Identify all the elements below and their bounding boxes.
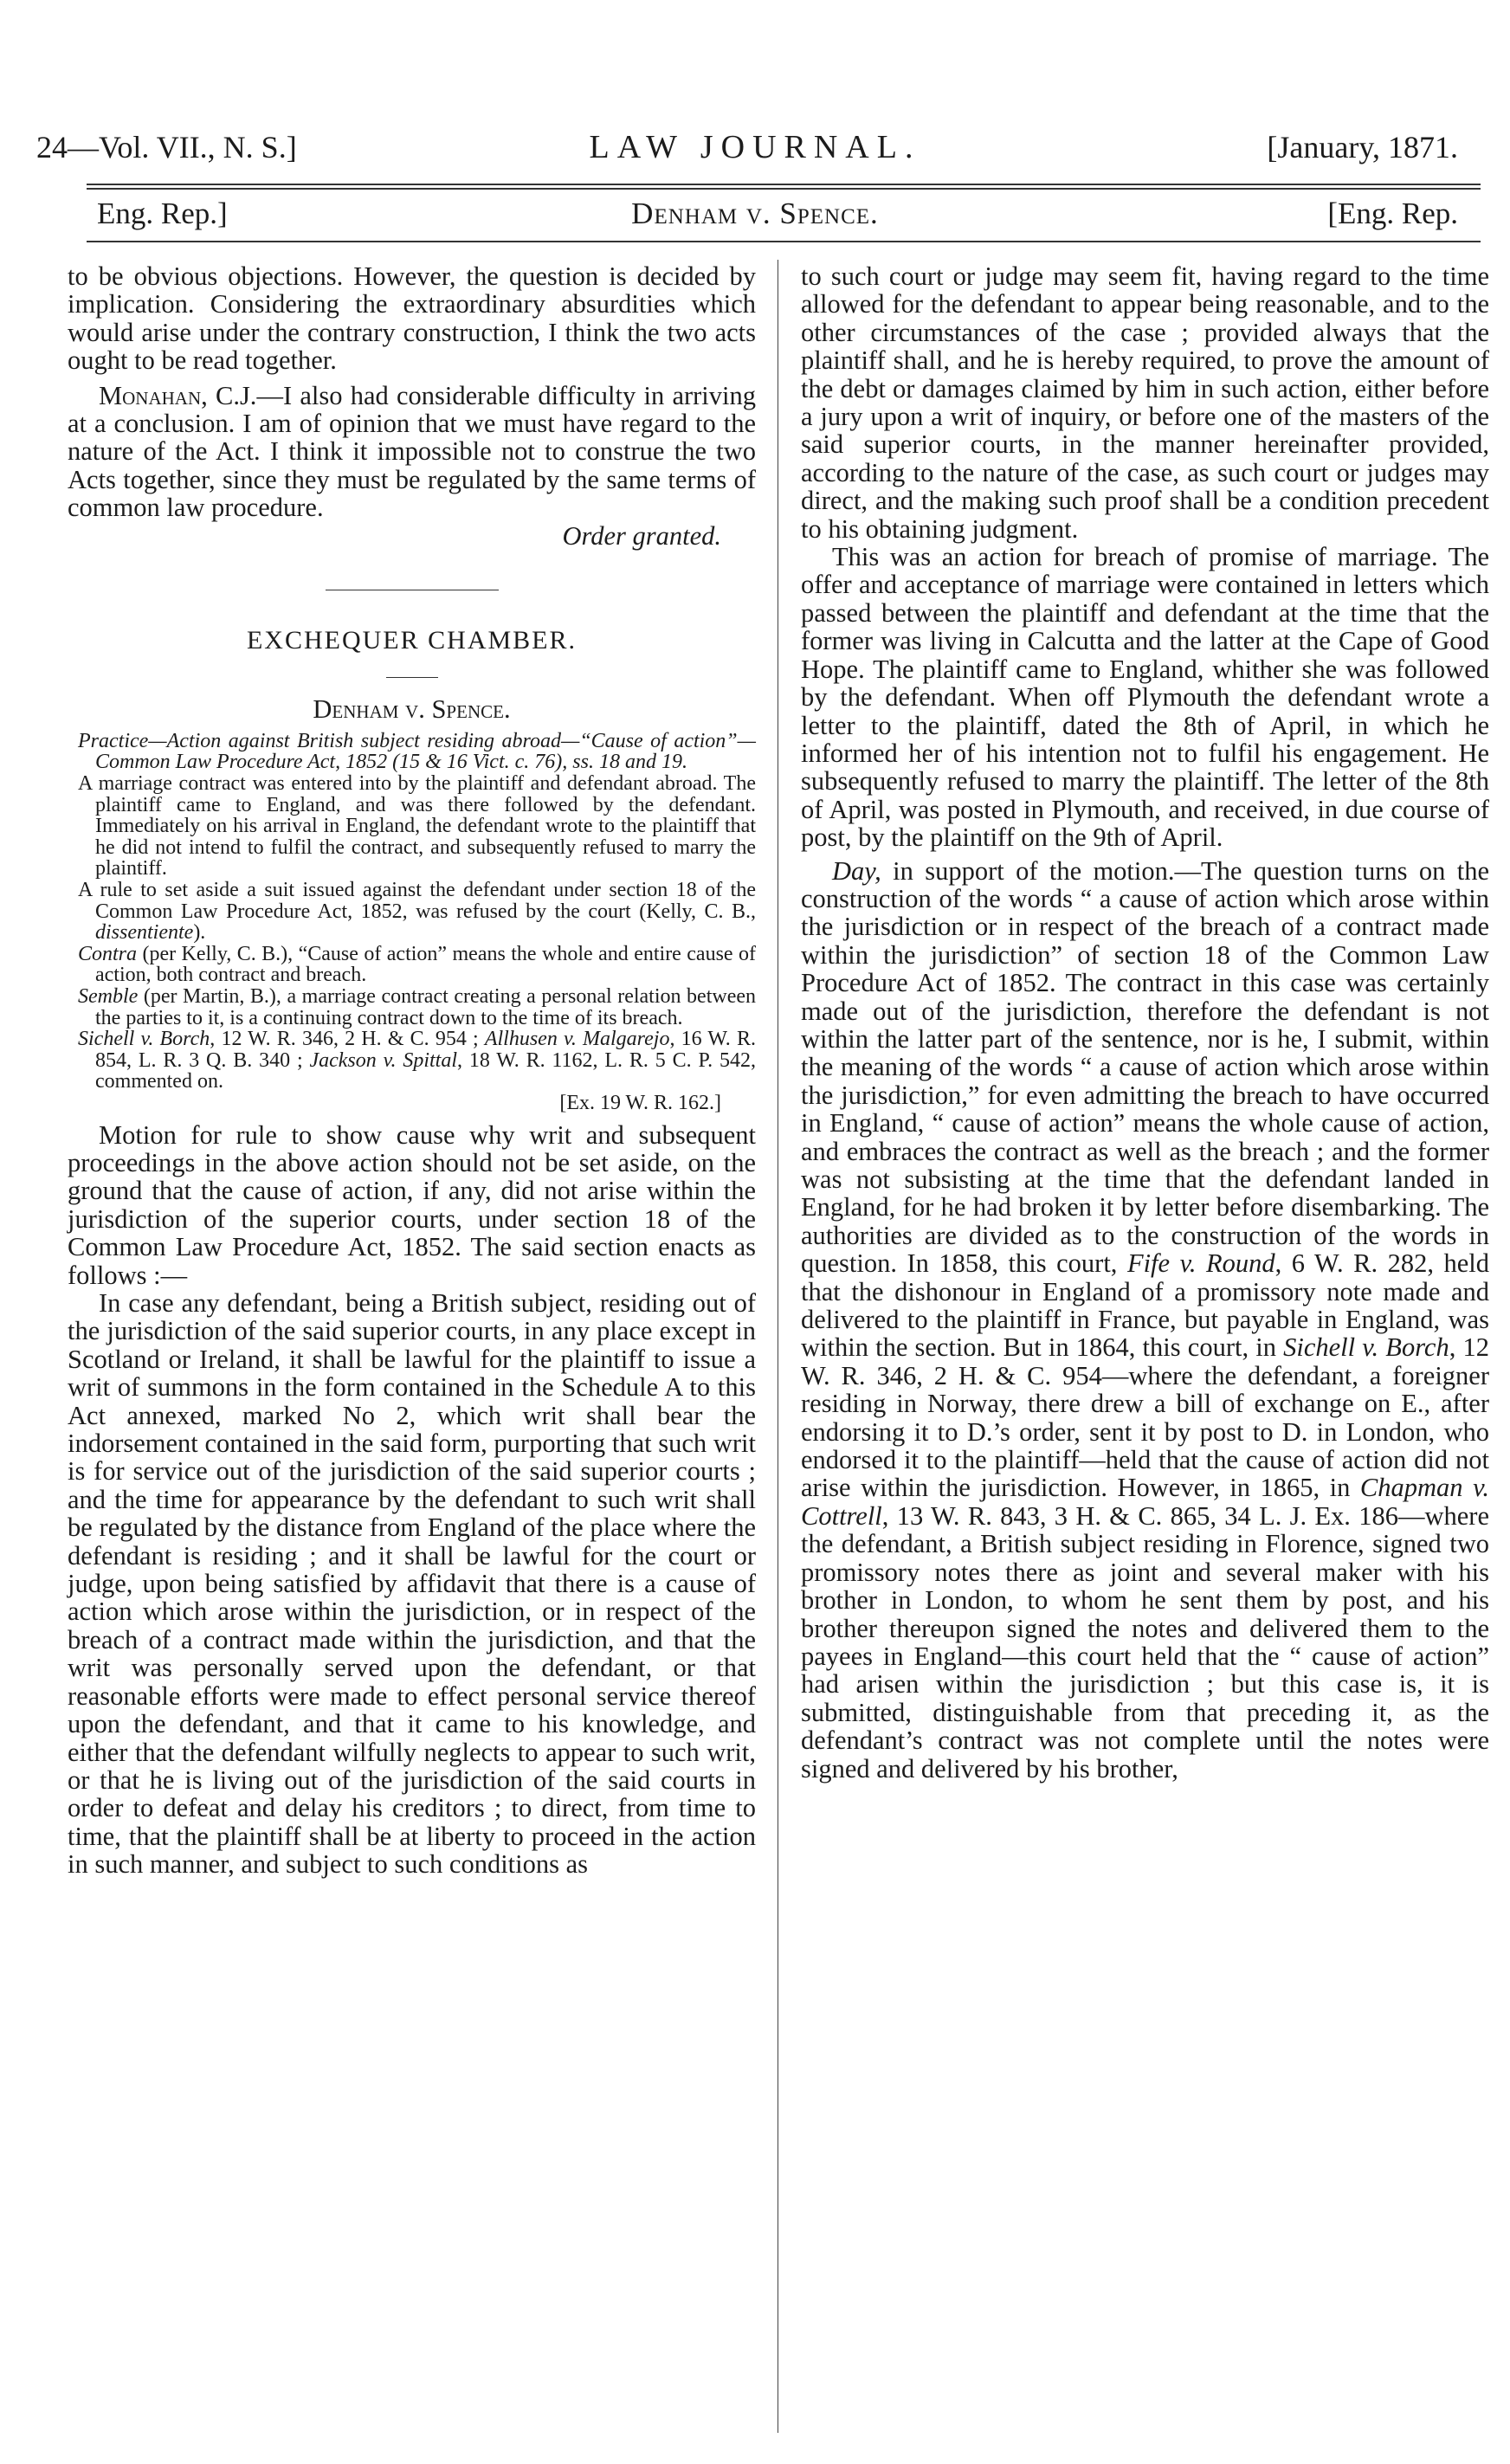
citation-text: , 16 W. R. 854, L. R. 3 Q. B. 340 ; (95, 1028, 756, 1072)
headnote-contra (68, 944, 756, 986)
case-citation: Fife v. Round (1126, 1248, 1275, 1279)
paragraph-text: , 6 W. R. 282, held that the dishonour in England of a promissory note made and delivered to the plaintiff in France, but payable in England, was within the section. But in 1864, this court, in (801, 1248, 1490, 1363)
subheader-rule (87, 241, 1481, 242)
counsel-name: Day, (832, 855, 881, 886)
paragraph-text: , 13 W. R. 843, 3 H. & C. 865, 34 L. J. Ex. 186—where the defendant, a British subject residing in Florence, signed two promissory notes there as joint and several maker with his brother in London, to whom he sent them by post, and his brother thereupon signed the notes and delivered them to the payees in England—this court held that the “ cause of action” had arisen within the jurisdiction ; but this case is, it is submitted, distinguishable from that preceding it, as the defendant’s contract was not complete until the notes were signed and delivered by his brother, (801, 1500, 1489, 1783)
statute-quote: In case any defendant, being a British subject, residing out of the jurisdiction of the said superior courts, in any place except in Scotland or Ireland, it shall be lawful for the plaintiff to issue a writ of summons in the form contained in the Schedule A to this Act annexed, marked No 2, which writ shall bear the indorsement contained in the said form, purporting that such writ is for service out of the jurisdiction of the said superior courts ; and the time for appearance by the defendant to such writ shall be regulated by the distance from England of the place where the defendant is residing ; and it shall be lawful for the court or judge, upon being satisfied by affidavit that there is a cause of action which arose within the jurisdiction, or in respect of the breach of a contract made within the jurisdiction, and that the writ was personally served upon the defendant, or that reasonable efforts were made to effect personal service thereof upon the defendant, and that it came to his knowledge, and either that the defendant wilfully neglects to appear to such writ, or that he is living out of the jurisdiction of the said courts in order to defeat and delay his creditors ; to direct, from time to time, that the plaintiff shall be at liberty to proceed in the action in such manner, and subject to such conditions as (68, 1288, 756, 1880)
report-citation: [Ex. 19 W. R. 162.] (559, 1091, 721, 1114)
paragraph-text: , 12 W. R. 346, 2 H. & C. 954—where the defendant, a foreigner residing in Norway, there drew a bill of exchange on E., after endorsing it to D.’s order, sent it by post to D. in London, who endorsed it to the plaintiff—held that the cause of action did not arise within the jurisdiction. However, in 1865, in (801, 1332, 1489, 1503)
court-heading: EXCHEQUER CHAMBER. (246, 626, 577, 655)
headnote-ruling (68, 880, 756, 944)
case-citation: Allhusen v. Malgarejo (484, 1028, 670, 1051)
running-header-title: LAW JOURNAL. (589, 129, 921, 165)
case-citation: Sichell v. Borch (78, 1028, 210, 1051)
citation-text: , 12 W. R. 346, 2 H. & C. 954 ; (210, 1028, 485, 1051)
headnote-facts: A marriage contract was entered into by the plaintiff and defendant abroad. The plaintiff came to England, and was there followed by the defendant. Immediately on his arrival in England, the defendant wrote to the plaintiff that he did not intend to fulfil the contract, and subsequently refused to marry the plaintiff. (78, 772, 756, 880)
right-column (801, 262, 1489, 1783)
headnote-semble (68, 986, 756, 1029)
section-label-left: Eng. Rep.] (97, 197, 228, 230)
headnote-text: (per Martin, B.), a marriage contract creating a personal relation between the parties to it, is a continuing contract down to the time of its breach. (95, 985, 756, 1029)
headnote-contra-label: Contra (78, 942, 138, 965)
judge-name: Monahan, C.J. (99, 380, 257, 410)
headnote-text: (per Kelly, C. B.), “Cause of action” means the whole and entire cause of action, both contract and breach. (95, 942, 756, 987)
paragraph-text: in support of the motion.—The question turns on the construction of the words “ a cause of action which arose within the jurisdiction or in respect of the breach of a contract made within the jurisdiction” of section 18 of the Common Law Procedure Act of 1852. The contract in this case was certainly made out of the jurisdiction, therefore the defendant is not within the latter part of the sentence, nor is he, I submit, within the meaning of the words “ a cause of action which arose within the jurisdiction,” for even admitting the breach to have occurred in England, “ cause of action” means the whole cause of action, and embraces the contract as well as the breach ; and the former was not subsisting at the time that the defendant landed in England, for he had broken it by letter before disembarking. The authorities are divided as to the construction of the words in question. In 1858, this court, (801, 855, 1489, 1279)
paragraph-facts: This was an action for breach of promise of marriage. The offer and acceptance of marriage were contained in letters which passed between the plaintiff and defendant at the time that the former was living in Calcutta and the latter at the Cape of Good Hope. The plaintiff came to England, whither she was followed by the defendant. When off Plymouth the defendant wrote a letter to the plaintiff, dated the 8th of April, in which he informed her of his intention not to fulfil his engagement. He subsequently refused to marry the plaintiff. The letter of the 8th of April, was posted in Plymouth, and received, in due course of post, by the plaintiff on the 9th of April. (801, 542, 1489, 853)
paragraph-monahan (68, 382, 756, 522)
case-citation: Chapman v. Cottrell (801, 1473, 1489, 1531)
paragraph-argument (801, 857, 1489, 1783)
case-citation: Sichell v. Borch (1283, 1332, 1449, 1363)
running-header-volume: 24—Vol. VII., N. S.] (36, 130, 297, 164)
running-header-date: [January, 1871. (1267, 130, 1458, 164)
case-citation: Jackson v. Spittal (309, 1048, 458, 1072)
header-rule-top (87, 184, 1481, 185)
paragraph-motion: Motion for rule to show cause why writ and subsequent proceedings in the above action should not be set aside, on the ground that the cause of action, if any, did not arise within the jurisdiction of the superior courts, under section 18 of the Common Law Procedure Act, 1852. The said section enacts as follows :— (68, 1119, 756, 1290)
order-granted: Order granted. (562, 520, 721, 551)
statute-quote-continued: to such court or judge may seem fit, having regard to the time allowed for the defendant to appear being reasonable, and to the other circumstances of the case ; provided always that the plaintiff shall, and he is hereby required, to prove the amount of the debt or damages claimed by him in such action, either before a jury upon a writ of inquiry, or before one of the masters of the said superior courts, in the manner hereinafter provided, according to the nature of the case, as such court or judges may direct, and the making such proof shall be a condition precedent to his obtaining judgment. (801, 261, 1489, 544)
paragraph: to be obvious objections. However, the question is decided by implication. Considering the extraordinary absurdities which would arise under the contrary construction, I think the two acts ought to be read together. (68, 261, 756, 376)
headnote-semble-label: Semble (78, 985, 139, 1008)
case-running-title: Denham v. Spence. (631, 197, 879, 230)
left-column (68, 262, 756, 1879)
headnote-text: A rule to set aside a suit issued against the defendant under section 18 of the Common Law Procedure Act, 1852, was refused by the court (Kelly, C. B., (78, 879, 756, 923)
paragraph-text: —I also had considerable difficulty in arriving at a conclusion. I am of opinion that we must have regard to the nature of the Act. I think it impossible not to construe the two Acts together, since they must be regulated by the same terms of common law procedure. (68, 380, 756, 523)
case-title: Denham v. Spence. (313, 694, 511, 725)
headnote-subject: Practice—Action against British subject residing abroad—“Cause of action”—Common Law Procedure Act, 1852 (15 & 16 Vict. c. 76), ss. 18 and 19. (78, 729, 756, 774)
headnote-dissent: dissentiente (95, 921, 194, 945)
citation-text: , 18 W. R. 1162, L. R. 5 C. P. 542, commented on. (95, 1048, 756, 1093)
header-rule-bottom (87, 188, 1481, 190)
section-label-right: [Eng. Rep. (1327, 197, 1458, 230)
headnote-cases (68, 1029, 756, 1093)
headnote-text: ). (193, 921, 206, 945)
